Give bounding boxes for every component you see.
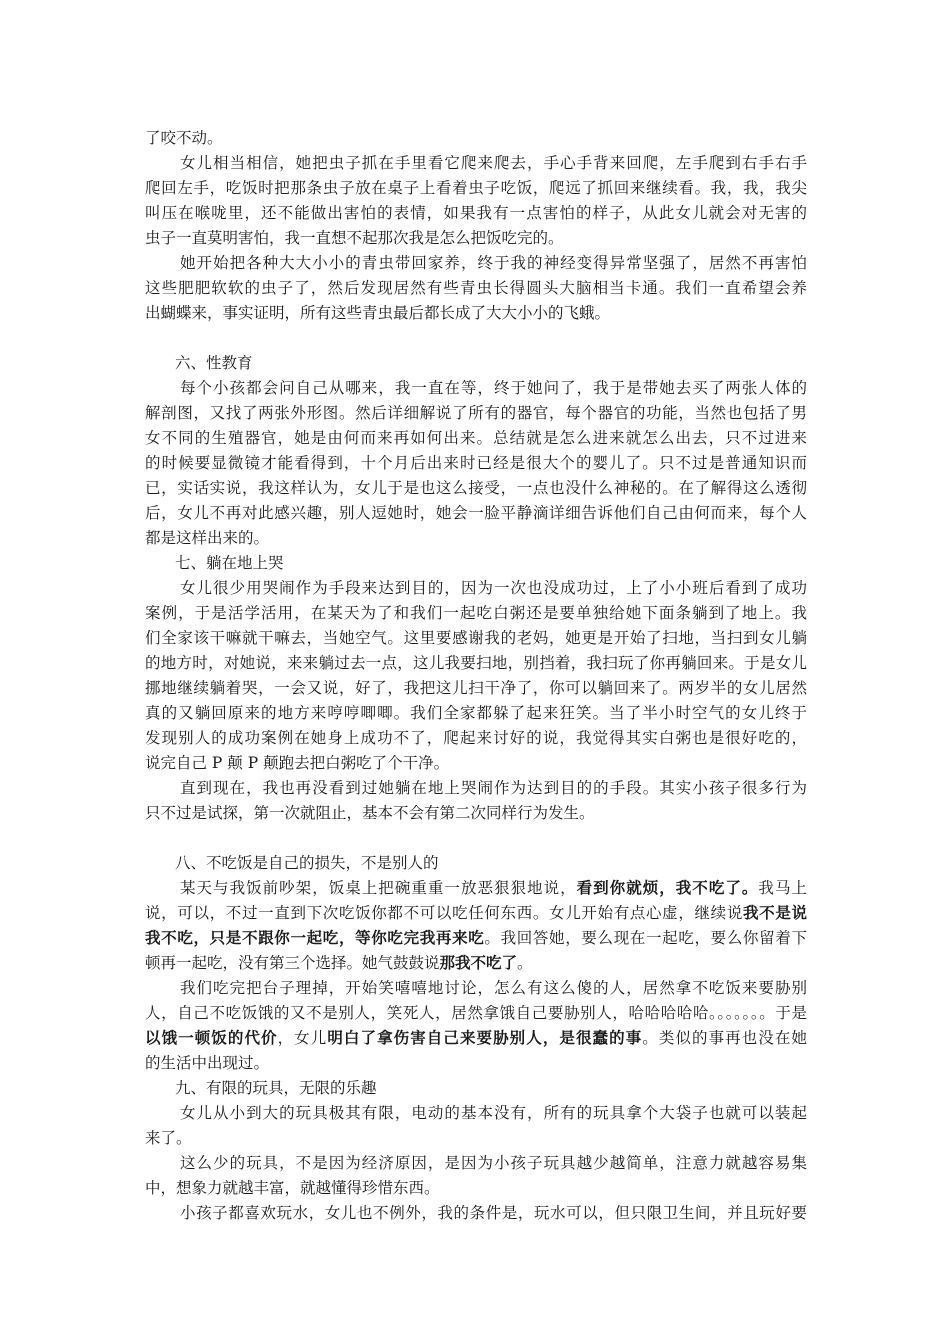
- paragraph-line: 女儿相当相信，她把虫子抓在手里看它爬来爬去，手心手背来回爬，左手爬到右手右手: [180, 154, 807, 172]
- paragraph-line: 女儿很少用哭闹作为手段来达到目的，因为一次也没成功过，上了小小班后看到了成功: [180, 579, 807, 597]
- paragraph-line: 爬回左手，吃饭时把那条虫子放在桌子上看着虫子吃饭，爬远了抓回来继续看。我，我，我尖: [145, 179, 807, 197]
- line-segment: ，女儿: [277, 1029, 328, 1047]
- section-heading: 九、有限的玩具，无限的乐趣: [175, 1079, 377, 1097]
- line-segment: 。: [517, 954, 533, 972]
- paragraph-line: 来了。: [145, 1129, 192, 1147]
- bold-segment: 那我不吃了: [439, 953, 518, 972]
- paragraph-line: 挪地继续躺着哭，一会又说，好了，我把这儿扫干净了，你可以躺回来了。两岁半的女儿居然: [145, 679, 807, 697]
- paragraph-line: [145, 925, 807, 951]
- paragraph-line: 中，想象力就越丰富，就越懂得珍惜东西。: [145, 1179, 440, 1197]
- paragraph-line: 这些肥肥软软的虫子了，然后发现居然有些青虫长得圆头大脑相当卡通。我们一直希望会养: [145, 279, 807, 297]
- section-heading: 八、不吃饭是自己的损失，不是别人的: [175, 854, 439, 872]
- paragraph-line: [180, 875, 807, 901]
- section-heading: 六、性教育: [175, 354, 253, 372]
- line-segment: 顿再一起吃，没有第三个选择。她气鼓鼓说: [145, 954, 440, 972]
- line-segment: 。我回答她，要么现在一起吃，要么你留着下: [484, 929, 807, 947]
- paragraph-line: 直到现在，我也再没看到过她躺在地上哭闹作为达到目的的手段。其实小孩子很多行为: [180, 779, 807, 797]
- paragraph-line: 女儿从小到大的玩具极其有限，电动的基本没有，所有的玩具拿个大袋子也就可以装起: [180, 1104, 807, 1122]
- paragraph-line: 只不过是试探，第一次就阻止，基本不会有第二次同样行为发生。: [145, 804, 595, 822]
- paragraph-line: 真的又躺回原来的地方来哼哼唧唧。我们全家都躲了起来狂笑。当了半小时空气的女儿终于: [145, 704, 807, 722]
- paragraph-line: 了咬不动。: [145, 129, 223, 147]
- section-heading: 七、躺在地上哭: [175, 554, 284, 572]
- paragraph-line: 的时候要显微镜才能看得到，十个月后出来时已经是很大个的婴儿了。只不过是普通知识而: [145, 454, 807, 472]
- paragraph-line: 每个小孩都会问自己从哪来，我一直在等，终于她问了，我于是带她去买了两张人体的: [180, 379, 807, 397]
- bold-segment: 以饿一顿饭的代价: [145, 1028, 278, 1047]
- bold-segment: 我不吃，只是不跟你一起吃，等你吃完我再来吃: [145, 928, 485, 947]
- bold-segment: 我不是说: [743, 903, 807, 922]
- bold-segment: 看到你就烦，我不吃了。: [576, 878, 759, 897]
- paragraph-line: 人，自己不吃饭饿的又不是别人，笑死人，居然拿饿自己要胁别人，哈哈哈哈哈。。。。。。。于是: [145, 1004, 807, 1022]
- line-segment: 某天与我饭前吵架，饭桌上把碗重重一放恶狠狠地说，: [180, 879, 577, 897]
- paragraph-line: 她开始把各种大大小小的青虫带回家养，终于我的神经变得异常坚强了，居然不再害怕: [180, 254, 807, 272]
- paragraph-line: 说完自己 P 颠 P 颠跑去把白粥吃了个干净。: [145, 754, 450, 772]
- paragraph-line: 发现别人的成功案例在她身上成功不了，爬起来讨好的说，我觉得其实白粥也是很好吃的，: [145, 729, 807, 747]
- paragraph-line: 都是这样出来的。: [145, 529, 270, 547]
- paragraph-line: 女不同的生殖器官，她是由何而来再如何出来。总结就是怎么进来就怎么出去，只不过进来: [145, 429, 807, 447]
- paragraph-line: 虫子一直莫明害怕，我一直想不起那次我是怎么把饭吃完的。: [145, 229, 564, 247]
- line-segment: 我马上: [758, 879, 807, 897]
- paragraph-line: 的地方时，对她说，来来躺过去一点，这儿我要扫地，别挡着，我扫玩了你再躺回来。于是女儿: [145, 654, 807, 672]
- paragraph-line: [145, 1025, 807, 1051]
- paragraph-line: 叫压在喉咙里，还不能做出害怕的表情，如果我有一点害怕的样子，从此女儿就会对无害的: [145, 204, 807, 222]
- paragraph-line: 们全家该干嘛就干嘛去，当她空气。这里要感谢我的老妈，她更是开始了扫地，当扫到女儿躺: [145, 629, 807, 647]
- paragraph-line: 小孩子都喜欢玩水，女儿也不例外，我的条件是，玩水可以，但只限卫生间，并且玩好要: [180, 1204, 807, 1222]
- paragraph-line: 的生活中出现过。: [145, 1054, 270, 1072]
- paragraph-line: 案例，于是活学活用，在某天为了和我们一起吃白粥还是要单独给她下面条躺到了地上。我: [145, 604, 807, 622]
- line-segment: 说，可以，不过一直到下次吃饭你都不可以吃任何东西。女儿开始有点心虚，继续说: [145, 904, 743, 922]
- paragraph-line: 后，女儿不再对此感兴趣，别人逗她时，她会一脸平静滴详细告诉他们自己由何而来，每个人: [145, 504, 807, 522]
- paragraph-line: 出蝴蝶来，事实证明，所有这些青虫最后都长成了大大小小的飞蛾。: [145, 304, 611, 322]
- bold-segment: 明白了拿伤害自己来要胁别人，是很蠢的事: [327, 1028, 643, 1047]
- paragraph-line: 已，实话实说，我这样认为，女儿于是也这么接受，一点也没什么神秘的。在了解得这么透彻: [145, 479, 807, 497]
- paragraph-line: [145, 900, 807, 926]
- paragraph-line: 这么少的玩具，不是因为经济原因，是因为小孩子玩具越少越简单，注意力就越容易集: [180, 1154, 807, 1172]
- paragraph-line: 我们吃完把台子理掉，开始笑嘻嘻地讨论，怎么有这么傻的人，居然拿不吃饭来要胁别: [180, 979, 807, 997]
- line-segment: 。类似的事再也没在她: [642, 1029, 807, 1047]
- paragraph-line: [145, 950, 807, 976]
- paragraph-line: 解剖图，又找了两张外形图。然后详细解说了所有的器官，每个器官的功能，当然也包括了男: [145, 404, 807, 422]
